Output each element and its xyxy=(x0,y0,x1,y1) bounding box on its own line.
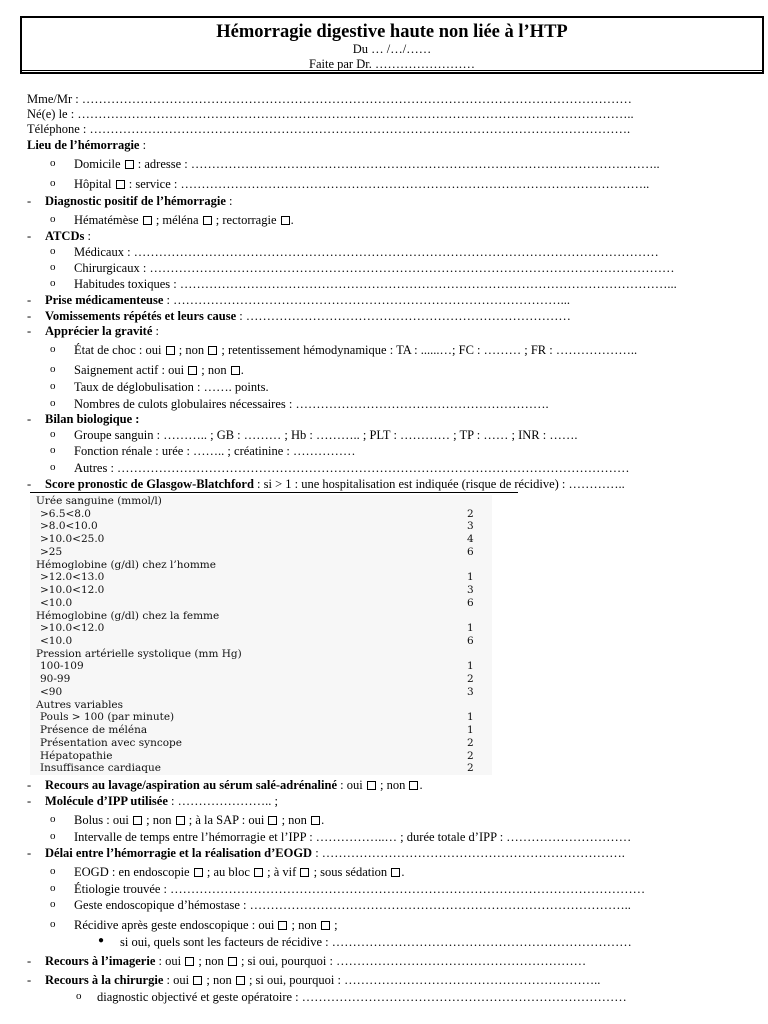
score-criterion: >8.0<10.0 xyxy=(40,520,98,533)
chirurgie-non-label: ; non xyxy=(203,973,232,987)
lieu-heading xyxy=(27,138,146,153)
dash-marker: - xyxy=(27,954,32,968)
atcd-heading xyxy=(27,229,91,244)
dash-marker: - xyxy=(27,973,32,987)
imagerie-label: Recours à l’imagerie xyxy=(45,954,156,968)
date-line[interactable]: Du … /…/…… xyxy=(352,42,432,56)
dash-marker: - xyxy=(27,324,32,338)
score-points: 6 xyxy=(467,545,474,558)
score-criterion: >10.0<12.0 xyxy=(40,584,105,597)
circle-bullet-icon xyxy=(50,461,56,473)
score-criterion: Hémoglobine (g/dl) chez la femme xyxy=(36,609,220,622)
saignement-non-checkbox[interactable] xyxy=(231,366,240,375)
saignement-end: . xyxy=(240,363,244,377)
circle-bullet-icon xyxy=(76,990,82,1002)
atcd-habitudes-field[interactable]: Habitudes toxiques : ………………………………………………………………………………………………………... xyxy=(74,277,677,291)
filled-bullet-icon xyxy=(98,935,104,946)
gravite-heading xyxy=(27,324,159,339)
circle-bullet-icon xyxy=(50,444,56,456)
saignement-row xyxy=(74,363,244,378)
choc-label: État de choc : oui xyxy=(74,343,162,357)
choc-oui-checkbox[interactable] xyxy=(166,346,175,355)
eogd-field[interactable]: : ………………………………………………………………. xyxy=(312,846,625,860)
vif-checkbox[interactable] xyxy=(300,868,309,877)
recidive-non-label: ; non xyxy=(288,918,317,932)
saignement-label: Saignement actif : oui xyxy=(74,363,185,377)
bolus-row xyxy=(74,813,324,828)
circle-bullet-icon xyxy=(50,397,56,409)
circle-bullet-icon xyxy=(50,428,56,440)
score-points: 4 xyxy=(467,533,474,546)
groupe-field[interactable]: Groupe sanguin : ……….. ; GB : ……… ; Hb : ……….. ; PLT : ………… ; TP : …… ; INR : ……. xyxy=(74,428,578,442)
vomis-label: Vomissements répétés et leurs cause xyxy=(45,309,237,323)
geste-field[interactable]: Geste endoscopique d’hémostase : ……………………………………………………………………………….. xyxy=(74,898,631,912)
lavage-end: . xyxy=(419,778,423,792)
score-criterion: Présence de méléna xyxy=(40,724,148,737)
dash-marker: - xyxy=(27,293,32,307)
ipp-field[interactable]: : ………………….. ; xyxy=(167,794,278,808)
circle-bullet-icon xyxy=(50,918,56,930)
sedation-checkbox[interactable] xyxy=(391,868,400,877)
score-points: 6 xyxy=(467,635,474,647)
hopital-service-field[interactable]: : service : ………………………………………………………………………………………………….. xyxy=(125,177,650,191)
prise-field[interactable]: : …………………………………………………………………………………... xyxy=(163,293,570,307)
dash-marker: - xyxy=(27,477,32,491)
hopital-checkbox[interactable] xyxy=(116,180,125,189)
imagerie-row xyxy=(27,954,586,969)
imagerie-non-label: ; non xyxy=(195,954,224,968)
eogd-lieu-row xyxy=(74,865,404,880)
ipp-intervalle-field[interactable]: Intervalle de temps entre l’hémorragie et l’IPP : ……………..… ; durée totale d’IPP : ………………………… xyxy=(74,830,632,844)
glasgow-heading xyxy=(27,477,625,492)
score-points: 1 xyxy=(467,660,474,673)
sap-label: ; à la SAP : oui xyxy=(185,813,265,827)
gravite-label: Apprécier la gravité xyxy=(45,324,153,338)
endoscopie-label: EOGD : en endoscopie xyxy=(74,865,190,879)
score-criterion: Pression artérielle systolique (mm Hg) xyxy=(36,647,242,660)
eogd-label: Délai entre l’hémorragie et la réalisation d’EOGD xyxy=(45,846,313,860)
choc-row xyxy=(74,343,637,358)
prise-label: Prise médicamenteuse xyxy=(45,293,164,307)
vif-label: ; à vif xyxy=(264,865,297,879)
lavage-row xyxy=(27,778,423,793)
bolus-non-label: ; non xyxy=(143,813,172,827)
vomis-row xyxy=(27,309,571,324)
glasgow-underline xyxy=(30,492,518,493)
circle-bullet-icon xyxy=(50,830,56,842)
circle-bullet-icon xyxy=(50,363,56,375)
score-criterion: Insuffisance cardiaque xyxy=(40,762,161,775)
saignement-oui-checkbox[interactable] xyxy=(188,366,197,375)
score-criterion: >12.0<13.0 xyxy=(40,571,105,584)
bloc-label: ; au bloc xyxy=(203,865,250,879)
melena-label: ; méléna xyxy=(152,213,199,227)
dash-marker: - xyxy=(27,412,32,426)
score-points: 1 xyxy=(467,571,474,584)
atcd-chirurgicaux-field[interactable]: Chirurgicaux : ……………………………………………………………………………………………………………… xyxy=(74,261,675,275)
score-points: 2 xyxy=(467,762,474,775)
facteurs-field[interactable]: si oui, quels sont les facteurs de récidive : ……………………………………………………………… xyxy=(120,935,632,949)
rectorragie-label: ; rectorragie xyxy=(212,213,277,227)
circle-bullet-icon xyxy=(50,177,56,189)
doctor-line[interactable]: Faite par Dr. …………………… xyxy=(309,57,475,71)
recidive-non-checkbox[interactable] xyxy=(321,921,330,930)
domicile-checkbox[interactable] xyxy=(125,160,134,169)
eogd-heading xyxy=(27,846,625,861)
bilan-heading xyxy=(27,412,139,427)
prise-row xyxy=(27,293,570,308)
endoscopie-checkbox[interactable] xyxy=(194,868,203,877)
bolus-label: Bolus : oui xyxy=(74,813,129,827)
hematemese-label: Hématémèse xyxy=(74,213,139,227)
imagerie-oui-checkbox[interactable] xyxy=(185,957,194,966)
score-points: 2 xyxy=(467,736,474,749)
hematemese-checkbox[interactable] xyxy=(143,216,152,225)
lavage-oui-checkbox[interactable] xyxy=(367,781,376,790)
lavage-non-checkbox[interactable] xyxy=(409,781,418,790)
lavage-oui-label: : oui xyxy=(337,778,363,792)
circle-bullet-icon xyxy=(50,261,56,273)
renale-field[interactable]: Fonction rénale : urée : …….. ; créatinine : …………… xyxy=(74,444,356,458)
chirurgie-row xyxy=(27,973,600,988)
recidive-label: Récidive après geste endoscopique : oui xyxy=(74,918,275,932)
birth-date-field[interactable]: Né(e) le : …………………………………………………………………………………………………………………….. xyxy=(27,107,634,121)
circle-bullet-icon xyxy=(50,157,56,169)
score-criterion: Hémoglobine (g/dl) chez l’homme xyxy=(36,558,216,571)
atcd-suffix: : xyxy=(84,229,91,243)
dash-marker: - xyxy=(27,778,32,792)
diag-heading xyxy=(27,194,233,209)
dash-marker: - xyxy=(27,309,32,323)
etiologie-field[interactable]: Étiologie trouvée : …………………………………………………………………………………………………… xyxy=(74,882,646,896)
choc-non-checkbox[interactable] xyxy=(208,346,217,355)
lieu-domicile-row xyxy=(74,157,660,172)
imagerie-non-checkbox[interactable] xyxy=(228,957,237,966)
rectorragie-checkbox[interactable] xyxy=(281,216,290,225)
score-points: 1 xyxy=(467,711,474,724)
phone-field[interactable]: Téléphone : …………………………………………………………………………………………………………………. xyxy=(27,122,631,136)
score-criterion: <10.0 xyxy=(40,635,73,647)
score-points: 3 xyxy=(467,520,474,533)
eogd-end: . xyxy=(401,865,405,879)
lieu-suffix: : xyxy=(139,138,147,152)
circle-bullet-icon xyxy=(50,343,56,355)
score-points: 1 xyxy=(467,724,474,737)
hopital-label: Hôpital xyxy=(74,177,115,191)
recidive-row xyxy=(74,918,338,933)
lavage-non-label: ; non xyxy=(376,778,406,792)
domicile-address-field[interactable]: : adresse : ………………………………………………………………………………………………….. xyxy=(134,157,660,171)
score-criterion: >25 xyxy=(40,545,63,558)
score-criterion: >10.0<12.0 xyxy=(40,622,105,635)
recidive-end: ; xyxy=(331,918,338,932)
glasgow-label: Score pronostic de Glasgow-Blatchford xyxy=(45,477,254,491)
document-title: Hémorragie digestive haute non liée à l’HTP xyxy=(216,22,568,42)
chirurgie-oui-checkbox[interactable] xyxy=(193,976,202,985)
hemodynamique-field[interactable]: ; retentissement hémodynamique : TA : ......…; FC : ……… ; FR : ……………….. xyxy=(218,343,638,357)
imagerie-pourquoi-field[interactable]: ; si oui, pourquoi : …………………………………………………… xyxy=(237,954,587,968)
score-points: 3 xyxy=(467,685,474,698)
gravite-suffix: : xyxy=(152,324,159,338)
domicile-label: Domicile xyxy=(74,157,121,171)
chirurgie-pourquoi-field[interactable]: ; si oui, pourquoi : …………………………………………………….. xyxy=(245,973,601,987)
sedation-label: ; sous sédation xyxy=(310,865,388,879)
patient-name-field[interactable]: Mme/Mr : …………………………………………………………………………………………………………………… xyxy=(27,92,632,106)
score-criterion: 100-109 xyxy=(40,660,84,673)
score-points: 2 xyxy=(467,749,474,762)
chirurgie-label: Recours à la chirurgie xyxy=(45,973,164,987)
glasgow-field[interactable]: : si > 1 : une hospitalisation est indiquée (risque de récidive) : ………….. xyxy=(253,477,625,491)
score-points: 2 xyxy=(467,673,474,686)
score-points: 2 xyxy=(467,507,474,520)
score-criterion: Pouls > 100 (par minute) xyxy=(40,711,175,724)
chirurgie-non-checkbox[interactable] xyxy=(236,976,245,985)
recidive-oui-checkbox[interactable] xyxy=(278,921,287,930)
circle-bullet-icon xyxy=(50,898,56,910)
circle-bullet-icon xyxy=(50,813,56,825)
score-criterion: <90 xyxy=(40,685,63,698)
score-criterion: 90-99 xyxy=(40,673,71,686)
saignement-non-label: ; non xyxy=(198,363,227,377)
dash-marker: - xyxy=(27,846,32,860)
score-criterion: Hépatopathie xyxy=(40,749,113,762)
bloc-checkbox[interactable] xyxy=(254,868,263,877)
dash-marker: - xyxy=(27,794,32,808)
deglobulisation-field[interactable]: Taux de déglobulisation : ……. points. xyxy=(74,380,269,394)
imagerie-oui-label: : oui xyxy=(155,954,182,968)
choc-non-label: ; non xyxy=(175,343,205,357)
atcd-label: ATCDs xyxy=(45,229,85,243)
sap-non-label: ; non xyxy=(278,813,307,827)
circle-bullet-icon xyxy=(50,277,56,289)
score-criterion: >6.5<8.0 xyxy=(40,507,91,520)
bilan-label: Bilan biologique : xyxy=(45,412,140,426)
score-criterion: Présentation avec syncope xyxy=(40,736,182,749)
bolus-end: . xyxy=(321,813,325,827)
diag-end: . xyxy=(290,213,294,227)
title-box xyxy=(20,16,764,74)
circle-bullet-icon xyxy=(50,380,56,392)
circle-bullet-icon xyxy=(50,213,56,225)
vomis-field[interactable]: : …………………………………………………………………… xyxy=(236,309,571,323)
score-criterion: <10.0 xyxy=(40,596,73,609)
diag-row xyxy=(74,213,294,228)
score-criterion: Autres variables xyxy=(36,698,124,711)
culots-field[interactable]: Nombres de culots globulaires nécessaires : ……………………………………………………. xyxy=(74,397,549,411)
score-points: 1 xyxy=(467,622,474,635)
circle-bullet-icon xyxy=(50,865,56,877)
chirurgie-oui-label: : oui xyxy=(163,973,190,987)
ipp-label: Molécule d’IPP utilisée xyxy=(45,794,168,808)
bolus-oui-checkbox[interactable] xyxy=(133,816,142,825)
sap-non-checkbox[interactable] xyxy=(311,816,320,825)
lavage-label: Recours au lavage/aspiration au sérum salé-adrénaliné xyxy=(45,778,338,792)
chirurgie-diagnostic-field[interactable]: diagnostic objectivé et geste opératoire : …………………………………………………………………… xyxy=(97,990,627,1004)
bolus-non-checkbox[interactable] xyxy=(176,816,185,825)
diag-label: Diagnostic positif de l’hémorragie xyxy=(45,194,226,208)
circle-bullet-icon xyxy=(50,882,56,894)
lieu-label: Lieu de l’hémorragie xyxy=(27,138,140,152)
atcd-medicaux-field[interactable]: Médicaux : ……………………………………………………………………………………………………………… xyxy=(74,245,659,259)
score-points: 3 xyxy=(467,584,474,597)
lieu-hopital-row xyxy=(74,177,649,192)
score-criterion: >10.0<25.0 xyxy=(40,533,105,546)
dash-marker: - xyxy=(27,194,32,208)
diag-suffix: : xyxy=(225,194,233,208)
score-points: 6 xyxy=(467,596,474,609)
sap-oui-checkbox[interactable] xyxy=(268,816,277,825)
ipp-heading xyxy=(27,794,278,809)
dash-marker: - xyxy=(27,229,32,243)
circle-bullet-icon xyxy=(50,245,56,257)
melena-checkbox[interactable] xyxy=(203,216,212,225)
glasgow-score-table xyxy=(30,495,492,775)
autres-field[interactable]: Autres : …………………………………………………………………………………………………………… xyxy=(74,461,630,475)
score-criterion: Urée sanguine (mmol/l) xyxy=(36,495,162,507)
